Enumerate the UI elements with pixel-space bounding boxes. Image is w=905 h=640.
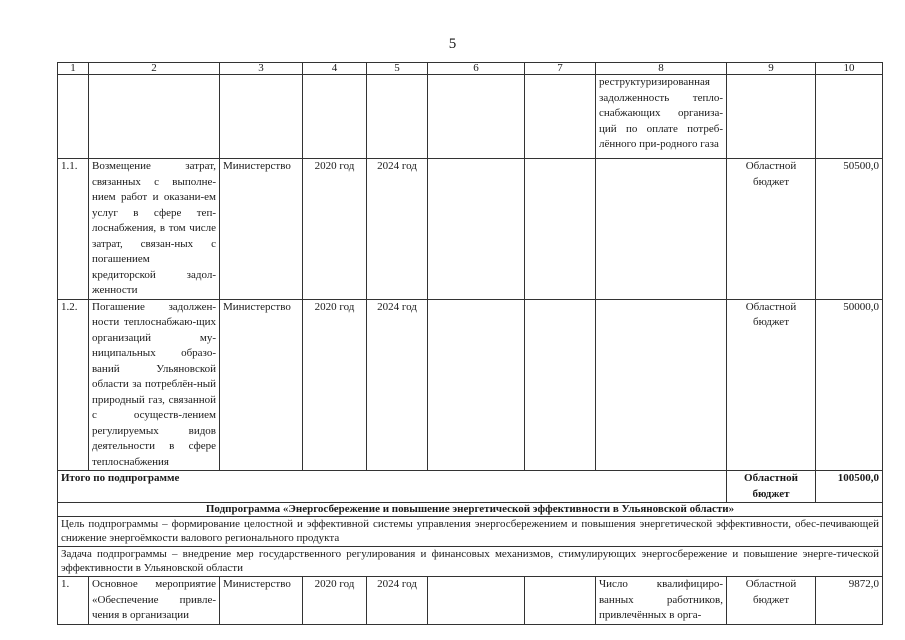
page-number: 5	[448, 36, 457, 52]
funding-amount: 9872,0	[816, 577, 883, 625]
start-year: 2020 год	[303, 159, 367, 300]
start-year: 2020 год	[303, 577, 367, 625]
indicator-cell: реструктуризированная задолженность тепло-снабжающих организа-ций по оплате потреб-лённого при-родного газа	[596, 75, 727, 159]
table-row	[58, 299, 883, 471]
total-label: Итого по подпрограмме	[58, 471, 727, 503]
subprogram-title: Подпрограмма «Энергосбережение и повышение энергетической эффективности в Ульяновской области»	[58, 503, 883, 517]
end-year: 2024 год	[367, 159, 428, 300]
col-header: 2	[89, 63, 220, 75]
executor-cell: Министерство	[220, 577, 303, 625]
executor-cell: Министерство	[220, 159, 303, 300]
column-numbers-row	[58, 63, 883, 75]
table-row	[58, 159, 883, 300]
col-header: 4	[303, 63, 367, 75]
program-table	[57, 62, 883, 625]
col-header: 6	[428, 63, 525, 75]
col-header: 9	[727, 63, 816, 75]
col-header: 7	[525, 63, 596, 75]
col-header: 8	[596, 63, 727, 75]
funding-amount: 50000,0	[816, 299, 883, 471]
funding-amount: 50500,0	[816, 159, 883, 300]
funding-source: Областной бюджет	[727, 577, 816, 625]
col-header: 1	[58, 63, 89, 75]
total-amount: 100500,0	[816, 471, 883, 503]
row-number: 1.	[58, 577, 89, 625]
subprogram-goal: Цель подпрограммы – формирование целостной и эффективной системы управления энергосбережением и повышения энергетической эффективности, обес-печивающей снижение энергоёмкости валового регионального продукта	[58, 517, 883, 547]
start-year: 2020 год	[303, 299, 367, 471]
funding-source: Областной бюджет	[727, 159, 816, 300]
measure-name: Погашение задолжен-ности теплоснабжаю-щих организаций му-ниципальных образо-ваний Ульяновской области за потреблён-ный природный газ, связанной с осуществ-лением регулируемых видов деятельности в сфере теплоснабжения	[89, 299, 220, 471]
goal-row	[58, 517, 883, 547]
indicator-cell: Число квалифициро-ванных работников, привлечённых в орга-	[596, 577, 727, 625]
subprogram-row	[58, 503, 883, 517]
end-year: 2024 год	[367, 577, 428, 625]
measure-name: Возмещение затрат, связанных с выполне-нием работ и оказани-ем услуг в сфере теп-лоснабжения, в том числе затрат, связан-ных с погашением кредиторской задол-женности	[89, 159, 220, 300]
table-row	[58, 75, 883, 159]
row-number: 1.1.	[58, 159, 89, 300]
col-header: 5	[367, 63, 428, 75]
row-number: 1.2.	[58, 299, 89, 471]
total-row	[58, 471, 883, 503]
col-header: 10	[816, 63, 883, 75]
table-row	[58, 577, 883, 625]
subprogram-task: Задача подпрограммы – внедрение мер государственного регулирования и финансовых механизмов, стимулирующих энергосбережение и повышение энерге-тической эффективности в Ульяновской области	[58, 547, 883, 577]
executor-cell: Министерство	[220, 299, 303, 471]
end-year: 2024 год	[367, 299, 428, 471]
funding-source: Областной бюджет	[727, 299, 816, 471]
col-header: 3	[220, 63, 303, 75]
total-source: Областной бюджет	[727, 471, 816, 503]
measure-name: Основное мероприятие «Обеспечение привле-чения в организации	[89, 577, 220, 625]
task-row	[58, 547, 883, 577]
